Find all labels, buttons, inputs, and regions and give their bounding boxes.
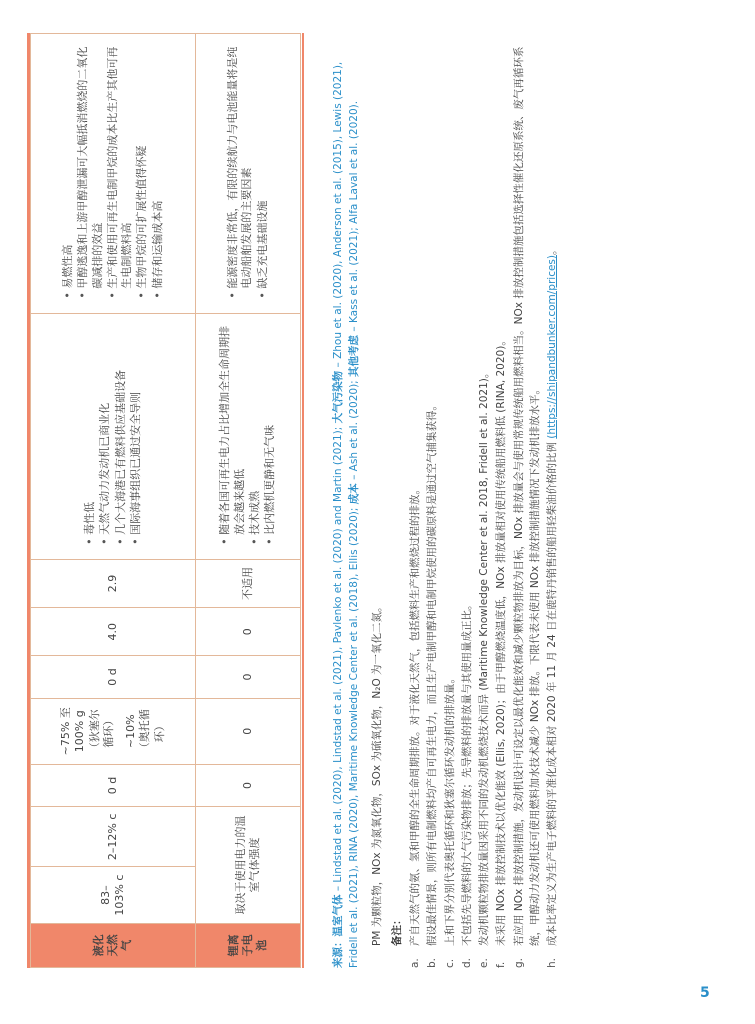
footnote-letter: h. bbox=[546, 958, 559, 968]
cell-nox-diesel: ~75% 至 100% g（狄塞尔循环） bbox=[58, 707, 115, 756]
list-item: • 天然气动力发动机已商业化 bbox=[98, 320, 112, 543]
page-number: 5 bbox=[700, 985, 710, 1001]
footnote-letter: a. bbox=[409, 958, 422, 968]
cell-pm-battery: 0 bbox=[196, 656, 301, 698]
source-key-air: 大气污染物 bbox=[332, 370, 344, 424]
fuel-name-lng: 液化天然气 bbox=[31, 923, 196, 967]
source-key-cost: 成本 bbox=[348, 483, 361, 505]
table-bottom-rule bbox=[302, 33, 304, 968]
list-item: • 毒性低 bbox=[83, 320, 97, 543]
cell-cost-lng: 4.0 bbox=[31, 608, 196, 656]
footnote bbox=[407, 33, 423, 968]
footnote-letter: g. bbox=[512, 957, 525, 968]
cell-ghg-battery: 取决于使用电力的温室气体强度 bbox=[196, 807, 301, 924]
footnote-text: 若应用 NOx 排放控制措施，发动机设计可设定以最优化能效和减少颗粒物排放为目标，NOx 排放量会与使用常规传统船用燃料相当。NOx 排放控制措施包括选择性催化还原系统、废气再循环系统，甲醇动力发动机还可使用燃料加水技术减少 NOx 排放。下限代表未使用 NOx 排放控制措施情况下发动机排放水平。 bbox=[512, 46, 541, 946]
footnote bbox=[493, 33, 509, 968]
cell-sox-battery: 0 bbox=[196, 764, 301, 806]
list-item: • 国际海事组织已通过安全导则 bbox=[129, 320, 143, 543]
footnote-letter: f. bbox=[495, 961, 508, 968]
cell-ghg-lng: 83–103% c bbox=[31, 867, 196, 923]
footnote-letter: c. bbox=[443, 958, 456, 968]
list-item: • 比内燃机更静和无气味 bbox=[263, 320, 277, 543]
footnote-letter: e. bbox=[478, 958, 491, 968]
table-row-lng bbox=[31, 34, 196, 968]
cell-sox-lng: 0 d bbox=[31, 764, 196, 806]
list-item: • 甲醇逃逸和上游甲醇泄漏可大幅抵消燃烧的二氧化碳减排的效益 bbox=[76, 40, 105, 297]
list-item: • 随着各国可再生电力占比增加全生命周期排放会越来越低 bbox=[218, 320, 247, 543]
list-item: • 储存和运输成本高 bbox=[151, 40, 165, 297]
list-item: • 技术成熟 bbox=[248, 320, 262, 543]
fuel-name-battery: 锂离子电池 bbox=[196, 923, 301, 967]
cell-ghg2-lng: 2–12% c bbox=[31, 807, 196, 867]
list-item: • 几个大海港已有燃料供应基础设备 bbox=[114, 320, 128, 543]
fuel-comparison-table bbox=[30, 33, 301, 968]
source-key-ghg: 温室气体 bbox=[332, 894, 344, 937]
footnote bbox=[442, 33, 458, 968]
source-refs-other: – Kass et al. (2021); Alfa Laval et al. (2020). bbox=[348, 100, 361, 335]
cell-cost2-lng: 2.9 bbox=[31, 559, 196, 607]
list-item: • 缺乏充电基础设施 bbox=[256, 40, 270, 297]
footnote-text: 成本比率定义为生产电子燃料的平准化成本相对 2020 年 11 月 24 日在鹿特丹销售的船用轻柴油价格的比例 (https://shipandbunker.com/prices)。 bbox=[546, 244, 559, 946]
list-item: • 生物甲烷的可扩展性值得怀疑 bbox=[135, 40, 149, 297]
notes-title: 备注： bbox=[390, 914, 403, 946]
source-label: 来源： bbox=[332, 936, 344, 968]
rotated-content bbox=[30, 33, 740, 968]
footnote-text: 假设最佳情景，则所有电制燃料均产自可再生电力，而且生产电制甲醇和电制甲烷使用的碳原料是通过空气捕集获得。 bbox=[426, 400, 439, 946]
footnote-text: 发动机颗粒物排放量因采用不同的发动机燃烧技术而异 (Maritime Knowledge Center et al. 2018, Fridell et al. 2021)。 bbox=[478, 367, 491, 946]
cell-cons-battery bbox=[196, 34, 301, 314]
footnote-text-body: 成本比率定义为生产电子燃料的平准化成本相对 2020 年 11 月 24 日在鹿特丹销售的船用轻柴油价格的比例 bbox=[546, 438, 559, 946]
list-item: • 生产和使用可再生电制甲烷的成本比生产其他可再生电制燃料高 bbox=[106, 40, 135, 297]
footnote bbox=[476, 33, 492, 968]
footnote-text: 产自天然气的氨、氢和甲醇的全生命周期排放。对于液化天然气，包括燃料生产和燃烧过程的排放。 bbox=[409, 484, 422, 946]
footnote-text: 不包括先导燃料的大气污染物排放；先导燃料的排放量与其使用量成正比。 bbox=[460, 599, 473, 946]
cell-nox-otto: ~10%（奥托循环） bbox=[124, 709, 166, 754]
cell-nox-battery: 0 bbox=[196, 698, 301, 764]
footnote bbox=[544, 33, 560, 968]
cell-x-battery: 0 bbox=[196, 608, 301, 656]
source-refs-air: – Zhou et al. (2020), Anderson et al. (2015), Lewis (2021), Fridell et al. (2021), RINA (2020), Maritime Knowledge Center et al. (2018), Ellis (2020); bbox=[332, 61, 361, 968]
notes-block bbox=[330, 33, 561, 968]
table-row-battery bbox=[196, 34, 301, 968]
cell-pm-lng: 0 d bbox=[31, 656, 196, 698]
footnote bbox=[511, 33, 544, 968]
source-refs-cost: – Ash et al. (2020); bbox=[348, 376, 361, 484]
footnote-letter: b. bbox=[426, 957, 439, 968]
cell-cons-lng bbox=[31, 34, 196, 314]
price-link[interactable]: (https://shipandbunker.com/prices) bbox=[546, 254, 559, 439]
list-item: • 易燃性高 bbox=[61, 40, 75, 297]
source-refs-ghg: – Lindstad et al. (2020), Lindstad et al. (2021), Pavlenko et al. (2020) and Martin (2021); bbox=[332, 423, 344, 895]
list-item: • 能源密度非常低，有限的续航力与电池能量将是纯电动船舶发展的主要因素 bbox=[226, 40, 255, 297]
footnote bbox=[424, 33, 440, 968]
abbreviations: PM 为颗粒物，NOx 为氮氧化物，SOx 为硫氧化物，N₂O 为一氧化二氮。 bbox=[370, 601, 383, 946]
cell-nox-lng bbox=[31, 698, 196, 764]
source-key-other: 其他考虑 bbox=[348, 334, 361, 377]
footnote-text: 上和下界分别代表奥托循环和狄塞尔循环发动机的排放量。 bbox=[443, 673, 456, 946]
footnote bbox=[459, 33, 475, 968]
footnote-letter: d. bbox=[460, 957, 473, 968]
cell-pros-lng bbox=[31, 313, 196, 559]
cell-pros-battery bbox=[196, 313, 301, 559]
source-paragraph bbox=[330, 33, 363, 968]
footnote-text: 未采用 NOx 排放控制技术以优化能效 (Ellis, 2020)；由于甲醇燃烧温度低，NOx 排放量相对使用传统船用燃料低 (RINA, 2020)。 bbox=[495, 335, 508, 946]
cell-cost-battery: 不适用 bbox=[196, 559, 301, 607]
